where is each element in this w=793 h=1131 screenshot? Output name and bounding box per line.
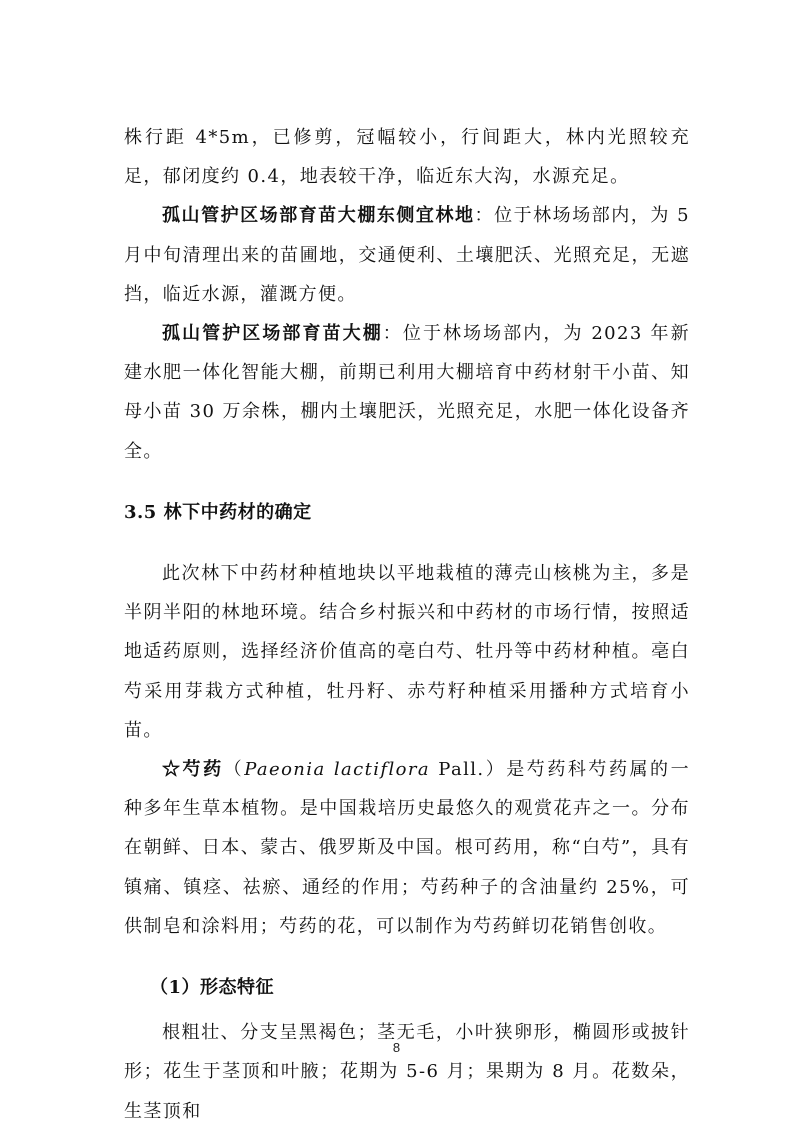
paren-open: （ [223,759,245,781]
paragraph-morphology [124,1013,690,1131]
paragraph-text: 此次林下中药材种植地块以平地栽植的薄壳山核桃为主，多是半阴半阳的林地环境。结合乡村振兴和中药材的市场行情，按照适地适药原则，选择经济价值高的亳白芍、牡丹等中药材种植。亳白芍采用芽栽方式种植，牡丹籽、赤芍籽种植采用播种方式培育小苗。 [124,563,690,741]
paragraph-text: 根粗壮、分支呈黑褐色；茎无毛，小叶狭卵形，椭圆形或披针形；花生于茎顶和叶腋；花期为 5-6 月；果期为 8 月。花数朵，生茎顶和 [124,1022,690,1122]
paragraph-site-description [124,118,690,196]
paragraph-nursery-greenhouse [124,314,690,471]
section-heading: 3.5 林下中药材的确定 [124,501,312,523]
page-number: 8 [392,1040,401,1055]
subsection-heading: （1）形态特征 [150,977,275,999]
page-content [124,118,690,1131]
paragraph-text: ：位于林场场部内，为 2023 年新建水肥一体化智能大棚，前期已利用大棚培育中药材射干小苗、知母小苗 30 万余株，棚内土壤肥沃，光照充足，水肥一体化设备齐全。 [124,323,690,462]
paragraph-text: Pall.）是芍药科芍药属的一种多年生草本植物。是中国栽培历史最悠久的观赏花卉之一。分布在朝鲜、日本、蒙古、俄罗斯及中国。根可药用，称“白芍”，具有镇痛、镇痉、祛瘀、通经的作用；芍药种子的含油量约 25%，可供制皂和涂料用；芍药的花，可以制作为芍药鲜切花销售创收。 [124,759,690,937]
paragraph-nursery-east-land [124,196,690,314]
paragraph-herb-selection [124,554,690,750]
paragraph-bold-lead: 孤山管护区场部育苗大棚东侧宜林地 [162,205,475,227]
paragraph-peony-description [124,750,690,946]
paragraph-bold-lead: 孤山管护区场部育苗大棚 [162,323,383,345]
star-peony-lead: ☆芍药 [162,759,224,781]
paragraph-text: 株行距 4*5m，已修剪，冠幅较小，行间距大，林内光照较充足，郁闭度约 0.4，地表较干净，临近东大沟，水源充足。 [124,127,690,188]
paragraph-text: ：位于林场场部内，为 5 月中旬清理出来的苗圃地，交通便利、土壤肥沃、光照充足，无遮挡，临近水源，灌溉方便。 [124,205,690,305]
latin-name: Paeonia lactiflora [244,759,431,781]
